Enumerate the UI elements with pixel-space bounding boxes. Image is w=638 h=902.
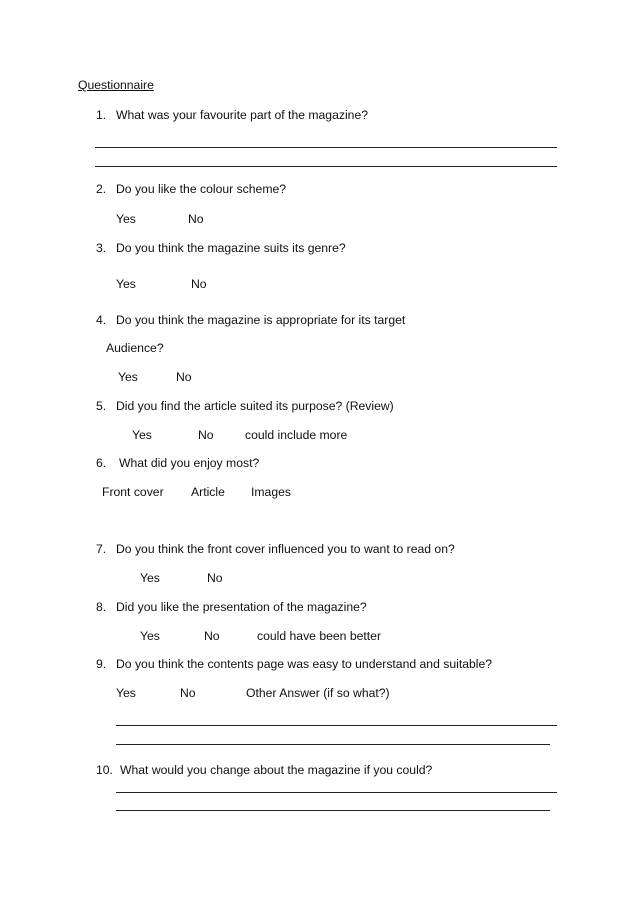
- question-8-text: Did you like the presentation of the magazine?: [116, 600, 367, 614]
- q4-option-yes[interactable]: Yes: [118, 370, 138, 384]
- q8-option-could-have-been-better[interactable]: could have been better: [257, 629, 381, 643]
- q7-option-yes[interactable]: Yes: [140, 571, 160, 585]
- q8-option-yes[interactable]: Yes: [140, 629, 160, 643]
- q2-option-no[interactable]: No: [188, 212, 204, 226]
- q5-option-could-include-more[interactable]: could include more: [245, 428, 348, 442]
- question-2-text: Do you like the colour scheme?: [116, 182, 287, 196]
- question-1-number: 1.: [96, 108, 107, 122]
- page-title: Questionnaire: [78, 78, 154, 92]
- question-3-text: Do you think the magazine suits its genre?: [116, 241, 346, 255]
- q9-option-other-answer[interactable]: Other Answer (if so what?): [246, 686, 390, 700]
- question-6-text: What did you enjoy most?: [119, 456, 260, 470]
- question-8-number: 8.: [96, 600, 107, 614]
- q6-option-front-cover[interactable]: Front cover: [102, 485, 164, 499]
- question-5-text: Did you find the article suited its purpose? (Review): [116, 399, 394, 413]
- q3-option-yes[interactable]: Yes: [116, 277, 136, 291]
- answer-line-1b[interactable]: [95, 166, 557, 167]
- q9-option-yes[interactable]: Yes: [116, 686, 136, 700]
- question-5-number: 5.: [96, 399, 107, 413]
- q3-option-no[interactable]: No: [191, 277, 207, 291]
- question-7-text: Do you think the front cover influenced you to want to read on?: [116, 542, 455, 556]
- question-4-number: 4.: [96, 313, 107, 327]
- q9-option-no[interactable]: No: [180, 686, 196, 700]
- answer-line-10b[interactable]: [116, 810, 550, 811]
- question-3-number: 3.: [96, 241, 107, 255]
- question-9-number: 9.: [96, 657, 107, 671]
- question-4-text-continued: Audience?: [106, 341, 164, 355]
- q2-option-yes[interactable]: Yes: [116, 212, 136, 226]
- answer-line-10a[interactable]: [116, 792, 557, 793]
- q5-option-no[interactable]: No: [198, 428, 214, 442]
- question-1-text: What was your favourite part of the magazine?: [116, 108, 369, 122]
- question-2-number: 2.: [96, 182, 107, 196]
- question-9-text: Do you think the contents page was easy to understand and suitable?: [116, 657, 493, 671]
- question-4-text: Do you think the magazine is appropriate for its target: [116, 313, 406, 327]
- question-10-number: 10.: [96, 763, 113, 777]
- question-6-number: 6.: [96, 456, 107, 470]
- answer-line-1a[interactable]: [95, 147, 557, 148]
- question-10-text: What would you change about the magazine if you could?: [120, 763, 433, 777]
- answer-line-9b[interactable]: [116, 744, 550, 745]
- q4-option-no[interactable]: No: [176, 370, 192, 384]
- answer-line-9a[interactable]: [116, 725, 557, 726]
- question-7-number: 7.: [96, 542, 107, 556]
- q6-option-article[interactable]: Article: [191, 485, 225, 499]
- q5-option-yes[interactable]: Yes: [132, 428, 152, 442]
- q7-option-no[interactable]: No: [207, 571, 223, 585]
- q6-option-images[interactable]: Images: [251, 485, 291, 499]
- q8-option-no[interactable]: No: [204, 629, 220, 643]
